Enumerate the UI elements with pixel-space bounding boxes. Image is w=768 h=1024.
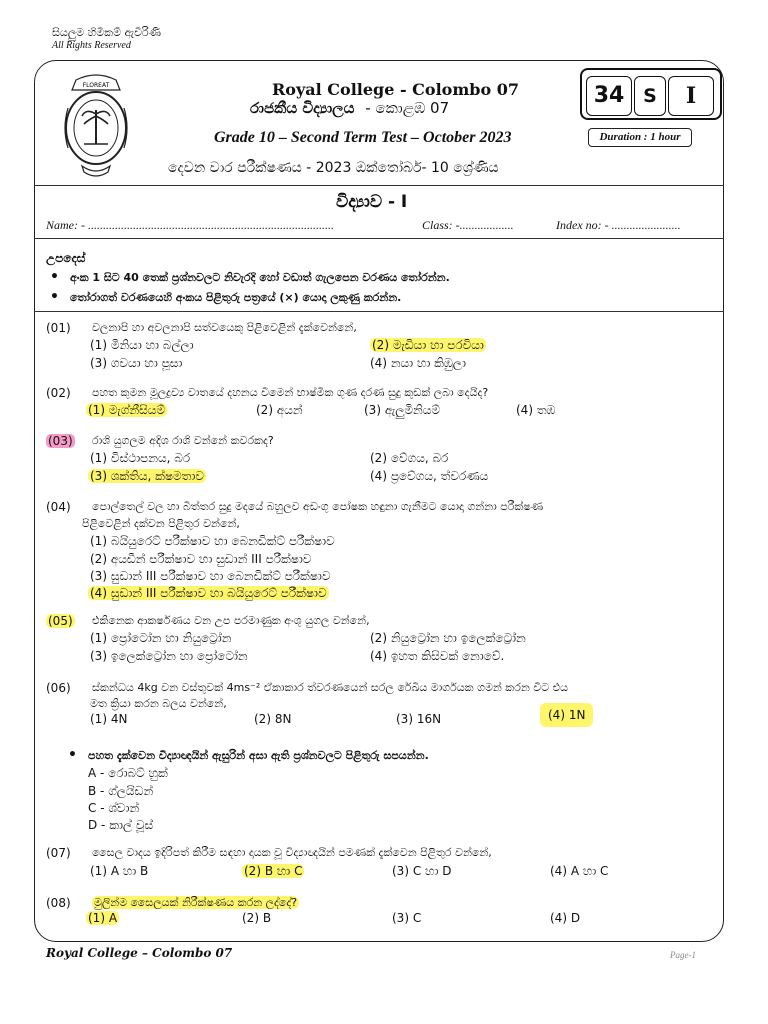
- college-si-city: - කොළඹ 07: [365, 99, 450, 117]
- option[interactable]: (1) A හා B: [90, 864, 149, 878]
- option-highlight: (2) B හා C: [244, 864, 303, 878]
- name-field[interactable]: Name: - ..................................................................................: [46, 218, 334, 232]
- option[interactable]: (3) C හා D: [392, 864, 452, 878]
- class-field[interactable]: Class: -..................: [422, 218, 514, 232]
- option[interactable]: (4) ප්‍රවේගය, ත්වරණය: [370, 469, 489, 483]
- question-number-flagged: [46, 434, 75, 448]
- question-text: එකිනෙක ආකර්ෂණය වන උප පරමාණුක අංශු යුගල වන්නේ,: [92, 614, 370, 627]
- question-text: රාශි යුගලම අදිශ රාශි වන්නේ කවරකද?: [92, 434, 274, 447]
- question-number: (06): [46, 681, 71, 695]
- option-highlight: (4) සුඩාන් III පරීක්ෂාව හා බයියුරෙට් පරීක්ෂාව: [90, 586, 327, 600]
- option[interactable]: (1) බයියුරෙට් පරීක්ෂාව හා බෙනඩික්ට් පරීක්ෂාව: [90, 534, 335, 548]
- question-number-flagged: [46, 614, 75, 628]
- option[interactable]: (2) නියුට්‍රෝන හා ඉලෙක්ට්‍රෝන: [370, 631, 526, 645]
- option[interactable]: (1) මීනියා හා බල්ලා: [90, 338, 194, 352]
- copyright-notice: [52, 26, 161, 52]
- page-number: Page-1: [670, 950, 696, 960]
- option[interactable]: (2) 8N: [254, 712, 292, 726]
- option[interactable]: (3) 16N: [396, 712, 442, 726]
- footer-college: Royal College – Colombo 07: [46, 946, 233, 960]
- option[interactable]: (3) ඉලෙක්ට්‍රෝන හා ප්‍රෝටෝන: [90, 649, 248, 663]
- option[interactable]: (2) අයන්: [256, 403, 303, 417]
- option[interactable]: (3) ඇලුමිනියම්: [364, 403, 441, 417]
- option-selected[interactable]: [86, 403, 167, 418]
- option-highlight: (2) මැඩියා හා පරවියා: [372, 338, 484, 352]
- option[interactable]: (3) C: [392, 911, 422, 925]
- instruction-item: • තෝරාගත් වරණයෙහි අංකය පිළිතුරු පත්‍රයේ (×) යොදා ලකුණු කරන්න.: [70, 291, 401, 305]
- option-highlight: (4) 1N: [540, 703, 593, 727]
- option-highlight: (3) ශක්තිය, ක්ෂමතාව: [90, 469, 204, 483]
- question-text-highlighted: [92, 896, 299, 910]
- scientist-item: D - කාල් වූස්: [88, 818, 154, 832]
- option-selected[interactable]: [88, 586, 329, 601]
- option-selected[interactable]: [370, 338, 486, 353]
- instruction-item: • අංක 1 සිට 40 තෙක් ප්‍රශ්නවලට නිවැරදි හෝ වඩාත් ගැලපෙන වරණය තෝරන්න.: [70, 271, 450, 285]
- scientist-item: C - ශ්වාන්: [88, 801, 140, 815]
- question-number: (01): [46, 321, 71, 335]
- section-instruction: • පහත දැක්වෙන විද්‍යාඥයින් ඇසුරින් අසා ඇති ප්‍රශ්නවලට පිළිතුරු සපයන්න.: [88, 749, 429, 763]
- divider: [34, 311, 724, 312]
- paper-code-medium: S: [634, 76, 666, 116]
- option[interactable]: (1) 4N: [90, 712, 128, 726]
- college-crest-logo: [58, 68, 134, 180]
- option-highlight: (1) A: [88, 911, 118, 925]
- option[interactable]: (3) සුඩාන් III පරීක්ෂාව හා බෙනඩික්ට් පරීක්ෂාව: [90, 569, 331, 583]
- option[interactable]: (4) ඉහත කිසිවක් නොවේ.: [370, 649, 505, 663]
- option-selected[interactable]: [88, 469, 206, 484]
- college-name-en: Royal College - Colombo 07: [272, 80, 519, 99]
- question-text: ස්කන්ධය 4kg වන වස්තුවක් 4ms⁻² ඒකාකාර ත්වරණයෙන් සරල රේඛීය මාර්ගයක ගමන් කරන විට එය: [92, 681, 568, 694]
- option-selected[interactable]: [242, 864, 304, 879]
- question-number: (02): [46, 386, 71, 400]
- question-number: (08): [46, 896, 71, 910]
- exam-title: Grade 10 – Second Term Test – October 2023: [214, 129, 512, 146]
- option-highlight: (1) මැග්නීසියම්: [88, 403, 165, 417]
- option[interactable]: (2) B: [242, 911, 272, 925]
- question-number-highlight: (05): [48, 614, 73, 628]
- index-field[interactable]: Index no: - .......................: [556, 218, 681, 232]
- option[interactable]: (4) A හා C: [550, 864, 609, 878]
- option[interactable]: (4) තඹ: [516, 403, 556, 417]
- question-text: වලනාපි හා අවලනාපි සත්වයෙකු පිළිවෙළින් දැක්වෙන්නේ,: [92, 321, 357, 334]
- option[interactable]: (1) ප්‍රෝටෝන හා නියුට්‍රෝන: [90, 631, 232, 645]
- option[interactable]: (1) විස්ථාපනය, බර: [90, 451, 191, 465]
- scientist-item: A - රොබට් හුක්: [88, 766, 168, 780]
- copyright-en: All Rights Reserved: [52, 40, 131, 51]
- option[interactable]: (2) අයඩීන් පරීක්ෂාව හා සුඩාන් III පරීක්ෂාව: [90, 552, 312, 566]
- question-text-cont: මත ක්‍රියා කරන බලය වන්නේ,: [90, 697, 227, 710]
- divider: [34, 238, 724, 239]
- question-number: (07): [46, 846, 71, 860]
- divider: [34, 185, 724, 186]
- option-selected[interactable]: [86, 911, 119, 925]
- paper-code-part: I: [668, 76, 714, 116]
- scientist-item: B - ග්ලයිඩන්: [88, 784, 154, 798]
- paper-code-number: 34: [586, 76, 632, 116]
- question-number: (04): [46, 500, 71, 514]
- college-name-si: [250, 99, 449, 117]
- copyright-si: සියලුම හිමිකම් ඇවිරිණි: [52, 26, 161, 39]
- option[interactable]: (4) D: [550, 911, 581, 925]
- question-text-cont: පිළිවෙළින් දක්වන පිළිතුර වන්නේ,: [82, 517, 240, 530]
- college-si-name: රාජකීය විද්‍යාලය: [250, 99, 355, 117]
- instructions-heading: උපදෙස්: [46, 251, 86, 265]
- question-text: පහත කුමන මූලද්‍රව්‍ය වාතයේ දහනය වීමෙන් භාෂ්මික ගුණ දරණ සුදු කුඩක් ලබා දෙයිද?: [92, 386, 489, 399]
- question-number-highlight: (03): [48, 434, 73, 448]
- exam-subtitle-si: දෙවන වාර පරීක්ෂණය - 2023 ඔක්තෝබර්- 10 ශ්‍රේණිය: [168, 160, 499, 176]
- question-text: පොල්තෙල් වල හා බිත්තර සුදු මදයේ බහුලව අඩංගු පෝෂක හඳුනා ගැනීමට යොදා ගන්නා පරීක්ෂණ: [92, 500, 544, 513]
- subject-title: විද්‍යාව - I: [336, 192, 408, 212]
- crest-top-text: FLOREAT: [82, 82, 110, 89]
- question-text-highlight: මුලින්ම සෛලයක් නිරීක්ෂණය කරන ලද්දේ?: [94, 896, 298, 909]
- duration-badge: Duration : 1 hour: [588, 128, 692, 147]
- option[interactable]: (3) ගවයා හා පූසා: [90, 356, 183, 370]
- option-selected[interactable]: [540, 708, 593, 722]
- question-text: සෛල වාදය ඉදිරිපත් කිරීම සඳහා දායක වූ විද්‍යාඥයින් පමණක් දැක්වෙන පිළිතුර වන්නේ,: [92, 846, 492, 859]
- option[interactable]: (4) නයා හා කිඹුලා: [370, 356, 466, 370]
- option[interactable]: (2) වේගය, බර: [370, 451, 449, 465]
